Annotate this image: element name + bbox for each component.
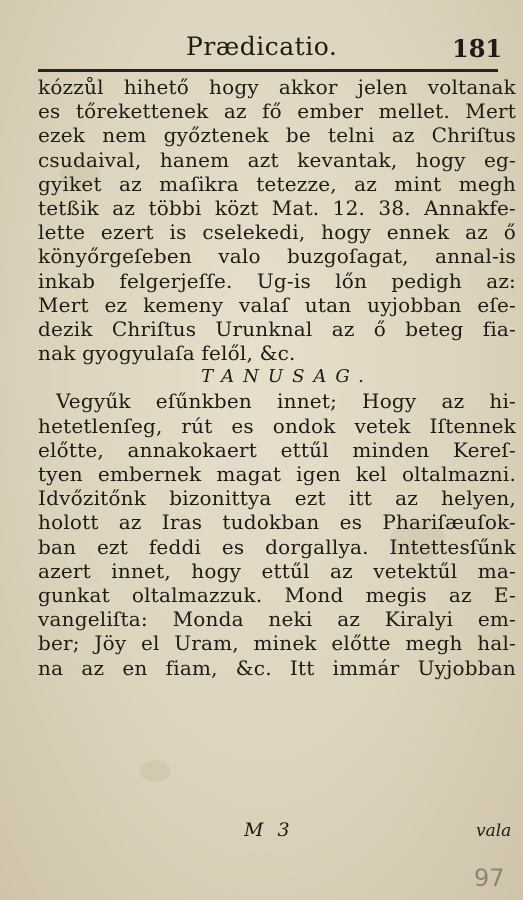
running-head: Prædicatio. [186, 32, 338, 61]
text-line: ber; Jöy el Uram, minek előtte megh hal- [38, 631, 516, 656]
page-number: 181 [452, 34, 503, 63]
section-heading: TANUSAG. [201, 366, 373, 388]
text-line: ezek nem győztenek be telni az Chriſtus [38, 123, 516, 148]
body-text [38, 75, 516, 680]
text-line: csudaival, hanem azt kevantak, hogy eg- [38, 147, 516, 172]
header-rule [38, 69, 498, 72]
text-line: hetetlenſeg, rút es ondok vetek Iſtennek [38, 413, 516, 438]
signature-mark: M 3 [244, 819, 294, 841]
paper-stain [140, 760, 170, 782]
page-footer [0, 819, 523, 849]
text-line: nak gyogyulaſa felől, &c. [38, 341, 296, 366]
text-line: könyőrgeſeben valo buzgoſagat, annal-is [38, 244, 516, 269]
catchword: vala [476, 821, 512, 841]
text-line: dezik Chriſtus Urunknal az ő beteg fia- [38, 316, 516, 341]
text-line: Idvőzitőnk bizonittya ezt itt az helyen, [38, 486, 516, 511]
text-line: tyen embernek magat igen kel oltalmazni. [38, 462, 516, 486]
text-line: gunkat oltalmazzuk. Mond megis az E- [38, 582, 516, 607]
text-line: tetßik az többi közt Mat. 12. 38. Annakfe- [38, 195, 516, 220]
text-line: Mert ez kemeny valaſ utan uyjobban eſe- [38, 292, 516, 317]
text-line: gyiket az maſikra tetezze, az mint megh [38, 171, 516, 196]
pencil-folio-number: 97 [474, 864, 505, 892]
text-line: holott az Iras tudokban es Phariſæuſok- [38, 510, 516, 535]
text-line: azert innet, hogy ettűl az vetektűl ma- [38, 558, 516, 583]
text-line: Vegyűk eſűnkben innet; Hogy az hi- [56, 389, 516, 414]
text-line: inkab felgerjeſſe. Ug-is lőn pedigh az: [38, 268, 516, 293]
text-line: vangeliſta: Monda neki az Kiralyi em- [38, 607, 516, 632]
text-line: előtte, annakokaert ettűl minden Kereſ- [38, 437, 516, 462]
text-line: ban ezt feddi es dorgallya. Intettesſűnk [38, 534, 516, 559]
text-line: kózzůl hihető hogy akkor jelen voltanak [38, 75, 516, 99]
text-line: na az en fiam, &c. Itt immár Uyjobban [38, 655, 516, 680]
text-line: es tőrekettenek az fő ember mellet. Mert [38, 99, 516, 124]
text-line: lette ezert is cselekedi, hogy ennek az ő [38, 220, 516, 245]
page-header [0, 28, 523, 68]
